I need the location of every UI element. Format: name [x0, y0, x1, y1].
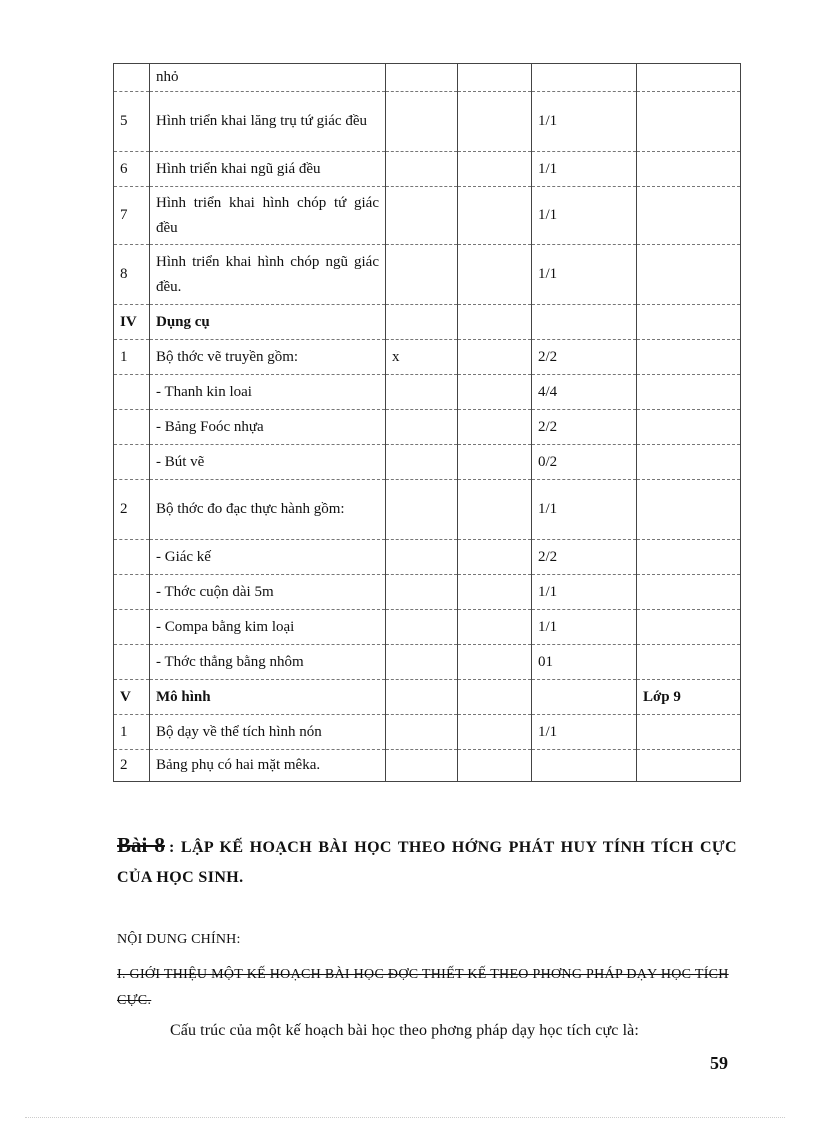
- table-row: [114, 480, 741, 540]
- note-cell: [637, 715, 741, 750]
- mark-cell: [386, 445, 458, 480]
- item-name: Hình triển khai ngũ giá đều: [150, 152, 386, 187]
- item-name: Hình triển khai hình chóp ngũ giác đều.: [150, 245, 386, 305]
- empty-cell: [458, 305, 532, 340]
- item-name: Mô hình: [150, 680, 386, 715]
- row-number: IV: [114, 305, 150, 340]
- empty-cell: [458, 245, 532, 305]
- quantity-cell: 1/1: [532, 610, 637, 645]
- table-row: [114, 152, 741, 187]
- mark-cell: [386, 410, 458, 445]
- table-row: [114, 445, 741, 480]
- mark-cell: [386, 187, 458, 245]
- item-name: Bộ thớc vẽ truyền gồm:: [150, 340, 386, 375]
- table-row: [114, 540, 741, 575]
- subsection-heading: I. GIỚI THIỆU MỘT KẾ HOẠCH BÀI HỌC ĐỢC THIẾT KẾ THEO PHƠNG PHÁP DẠY HỌC TÍCH CỰC.: [117, 967, 729, 1008]
- item-name: - Thanh kin loai: [150, 375, 386, 410]
- note-cell: [637, 92, 741, 152]
- row-number: 6: [114, 152, 150, 187]
- quantity-cell: [532, 64, 637, 92]
- row-number: [114, 540, 150, 575]
- item-name: - Thớc cuộn dài 5m: [150, 575, 386, 610]
- quantity-cell: 1/1: [532, 152, 637, 187]
- empty-cell: [458, 92, 532, 152]
- footer-divider: [25, 1117, 785, 1118]
- empty-cell: [458, 715, 532, 750]
- mark-cell: [386, 750, 458, 782]
- note-cell: [637, 187, 741, 245]
- quantity-cell: 1/1: [532, 245, 637, 305]
- table-row: [114, 375, 741, 410]
- item-name: Bộ thớc đo đạc thực hành gồm:: [150, 480, 386, 540]
- row-number: [114, 375, 150, 410]
- quantity-cell: [532, 680, 637, 715]
- table-row: [114, 305, 741, 340]
- lesson-heading: [117, 830, 737, 893]
- note-cell: Lớp 9: [637, 680, 741, 715]
- row-number: [114, 445, 150, 480]
- row-number: 2: [114, 750, 150, 782]
- row-number: [114, 64, 150, 92]
- row-number: [114, 575, 150, 610]
- item-name: Hình triển khai hình chóp tứ giác đều: [150, 187, 386, 245]
- mark-cell: [386, 610, 458, 645]
- empty-cell: [458, 64, 532, 92]
- quantity-cell: 1/1: [532, 187, 637, 245]
- section-heading: NỘI DUNG CHÍNH:: [117, 932, 241, 947]
- empty-cell: [458, 645, 532, 680]
- empty-cell: [458, 575, 532, 610]
- note-cell: [637, 480, 741, 540]
- note-cell: [637, 645, 741, 680]
- note-cell: [637, 410, 741, 445]
- empty-cell: [458, 480, 532, 540]
- mark-cell: x: [386, 340, 458, 375]
- empty-cell: [458, 750, 532, 782]
- body-paragraph: Cấu trúc của một kế hoạch bài học theo phơng pháp dạy học tích cực là:: [170, 1022, 639, 1039]
- equipment-table: [113, 63, 741, 782]
- table-row: [114, 575, 741, 610]
- quantity-cell: 1/1: [532, 575, 637, 610]
- item-name: - Compa bằng kim loại: [150, 610, 386, 645]
- row-number: 7: [114, 187, 150, 245]
- row-number: 8: [114, 245, 150, 305]
- table-row: [114, 410, 741, 445]
- quantity-cell: 1/1: [532, 92, 637, 152]
- row-number: [114, 610, 150, 645]
- item-name: Bộ dạy về thể tích hình nón: [150, 715, 386, 750]
- item-name: Bảng phụ có hai mặt mêka.: [150, 750, 386, 782]
- mark-cell: [386, 92, 458, 152]
- mark-cell: [386, 480, 458, 540]
- quantity-cell: [532, 305, 637, 340]
- row-number: 1: [114, 715, 150, 750]
- item-name: - Bút vẽ: [150, 445, 386, 480]
- row-number: 2: [114, 480, 150, 540]
- note-cell: [637, 305, 741, 340]
- mark-cell: [386, 715, 458, 750]
- empty-cell: [458, 540, 532, 575]
- mark-cell: [386, 575, 458, 610]
- row-number: 5: [114, 92, 150, 152]
- note-cell: [637, 152, 741, 187]
- note-cell: [637, 64, 741, 92]
- quantity-cell: [532, 750, 637, 782]
- quantity-cell: 1/1: [532, 715, 637, 750]
- mark-cell: [386, 305, 458, 340]
- quantity-cell: 0/2: [532, 445, 637, 480]
- table-row: [114, 187, 741, 245]
- row-number: V: [114, 680, 150, 715]
- empty-cell: [458, 375, 532, 410]
- mark-cell: [386, 540, 458, 575]
- row-number: [114, 410, 150, 445]
- note-cell: [637, 540, 741, 575]
- table-row: [114, 340, 741, 375]
- mark-cell: [386, 245, 458, 305]
- table-row: [114, 92, 741, 152]
- mark-cell: [386, 152, 458, 187]
- item-name: - Thớc thẳng bằng nhôm: [150, 645, 386, 680]
- empty-cell: [458, 445, 532, 480]
- item-name: Hình triển khai lăng trụ tứ giác đều: [150, 92, 386, 152]
- table-row: [114, 645, 741, 680]
- item-name: - Giác kế: [150, 540, 386, 575]
- item-name: - Bảng Foóc nhựa: [150, 410, 386, 445]
- mark-cell: [386, 680, 458, 715]
- quantity-cell: 2/2: [532, 340, 637, 375]
- note-cell: [637, 245, 741, 305]
- table-row: [114, 680, 741, 715]
- empty-cell: [458, 187, 532, 245]
- note-cell: [637, 445, 741, 480]
- note-cell: [637, 750, 741, 782]
- quantity-cell: 4/4: [532, 375, 637, 410]
- row-number: 1: [114, 340, 150, 375]
- empty-cell: [458, 410, 532, 445]
- empty-cell: [458, 152, 532, 187]
- page-number: 59: [710, 1053, 728, 1073]
- table-row: [114, 750, 741, 782]
- table-row: [114, 715, 741, 750]
- note-cell: [637, 375, 741, 410]
- quantity-cell: 2/2: [532, 410, 637, 445]
- note-cell: [637, 340, 741, 375]
- mark-cell: [386, 64, 458, 92]
- note-cell: [637, 575, 741, 610]
- empty-cell: [458, 610, 532, 645]
- empty-cell: [458, 680, 532, 715]
- mark-cell: [386, 645, 458, 680]
- item-name: nhỏ: [150, 64, 386, 92]
- table-row: [114, 610, 741, 645]
- quantity-cell: 1/1: [532, 480, 637, 540]
- table-row: [114, 245, 741, 305]
- lesson-title: : LẬP KẾ HOẠCH BÀI HỌC THEO HỚNG PHÁT HUY TÍNH TÍCH CỰC CỦA HỌC SINH.: [117, 839, 737, 886]
- mark-cell: [386, 375, 458, 410]
- table-row: [114, 64, 741, 92]
- quantity-cell: 2/2: [532, 540, 637, 575]
- item-name: Dụng cụ: [150, 305, 386, 340]
- lesson-number: Bài 8: [117, 833, 165, 857]
- empty-cell: [458, 340, 532, 375]
- row-number: [114, 645, 150, 680]
- quantity-cell: 01: [532, 645, 637, 680]
- note-cell: [637, 610, 741, 645]
